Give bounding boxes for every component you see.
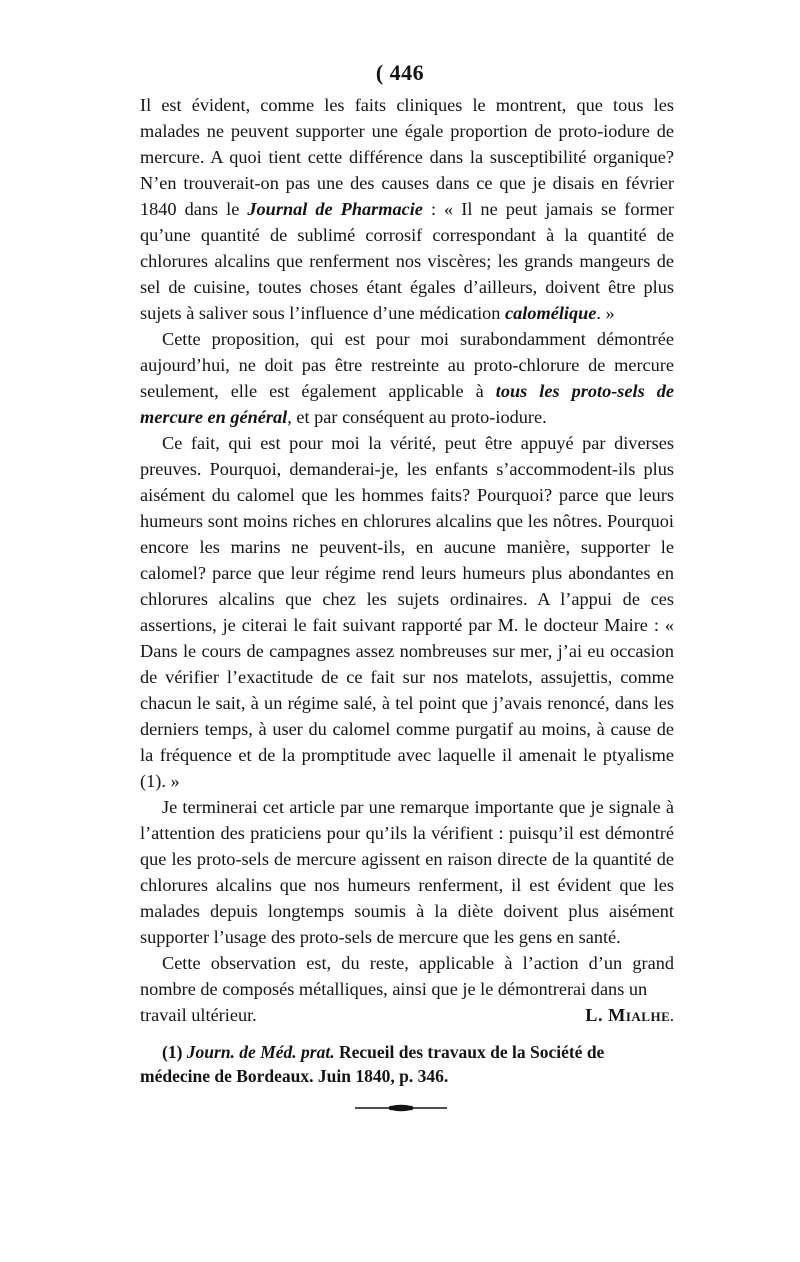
paragraph-5: Cette observation est, du reste, applicable à l’action d’un grand nombre de composés métalliques, ainsi que je le démontrerai dans un xyxy=(140,953,674,999)
italic-phrase: tous les proto-sels de mercure en général xyxy=(140,381,674,427)
closing-text: travail ultérieur. xyxy=(140,1005,257,1025)
footnote-journal: Journ. de Méd. prat. xyxy=(186,1042,335,1062)
body-text xyxy=(140,92,674,1030)
paragraph-3: Ce fait, qui est pour moi la vérité, peut être appuyé par diverses preuves. Pourquoi, demanderai-je, les enfants s’accommodent-ils plus aisément du calomel que les hommes faits? Pourquoi? parce que leurs humeurs sont moins riches en chlorures alcalins que les nôtres. Pourquoi encore les marins ne peuvent-ils, en aucune manière, supporter le calomel? parce que leur régime rend leurs humeurs plus abondantes en chlorures alcalins que chez les sujets ordinaires. A l’appui de ces assertions, je citerai le fait suivant rapporté par M. le docteur Maire : « Dans le cours de campagnes assez nombreuses sur mer, j’ai eu occasion de vérifier l’exactitude de ce fait sur nos matelots, assujettis, comme chacun le sait, à un régime salé, à tel point que j’avais renoncé, dans les derniers temps, à user du calomel comme purgatif au moins, à cause de la fréquence et de la promptitude avec laquelle il amenait le ptyalisme (1). » xyxy=(140,433,674,791)
paragraph-1: Il est évident, comme les faits cliniques le montrent, que tous les malades ne peuvent supporter une égale proportion de proto-iodure de mercure. A quoi tient cette différence dans la susceptibilité organique? N’en trouverait-on pas une des causes dans ce que je disais en février 1840 dans le Journal de Pharmacie : « Il ne peut jamais se former qu’une quantité de sublimé corrosif correspondant à la quantité de chlorures alcalins que renferment nos viscères; les grands mangeurs de sel de cuisine, toutes choses étant égales d’ailleurs, doivent être plus sujets à saliver sous l’influence d’une médication calomélique. » xyxy=(140,95,674,323)
closing-line xyxy=(140,1002,674,1030)
italic-term: calomélique xyxy=(505,303,597,323)
page-number: ( 446 xyxy=(375,60,425,85)
ornament-divider-icon xyxy=(355,1104,447,1112)
journal-title: Journal de Pharmacie xyxy=(247,199,423,219)
paragraph-2: Cette proposition, qui est pour moi surabondamment démontrée aujourd’hui, ne doit pas être restreinte au proto-chlorure de mercure seulement, elle est également applicable à tous les proto-sels de mercure en général, et par conséquent au proto-iodure. xyxy=(140,329,674,427)
footnote-text: (1) Journ. de Méd. prat. Recueil des travaux de la Société de médecine de Bordeaux. Juin 1840, p. 346. xyxy=(140,1042,605,1086)
author-signature: L. MIALHE. xyxy=(585,1005,674,1025)
footnote xyxy=(140,1040,674,1088)
paragraph-4: Je terminerai cet article par une remarque importante que je signale à l’attention des praticiens pour qu’ils la vérifient : puisqu’il est démontré que les proto-sels de mercure agissent en raison directe de la quantité de chlorures alcalins que nos humeurs renferment, il est évident que les malades depuis longtemps soumis à la diète doivent plus aisément supporter l’usage des proto-sels de mercure que les gens en santé. xyxy=(140,797,674,947)
